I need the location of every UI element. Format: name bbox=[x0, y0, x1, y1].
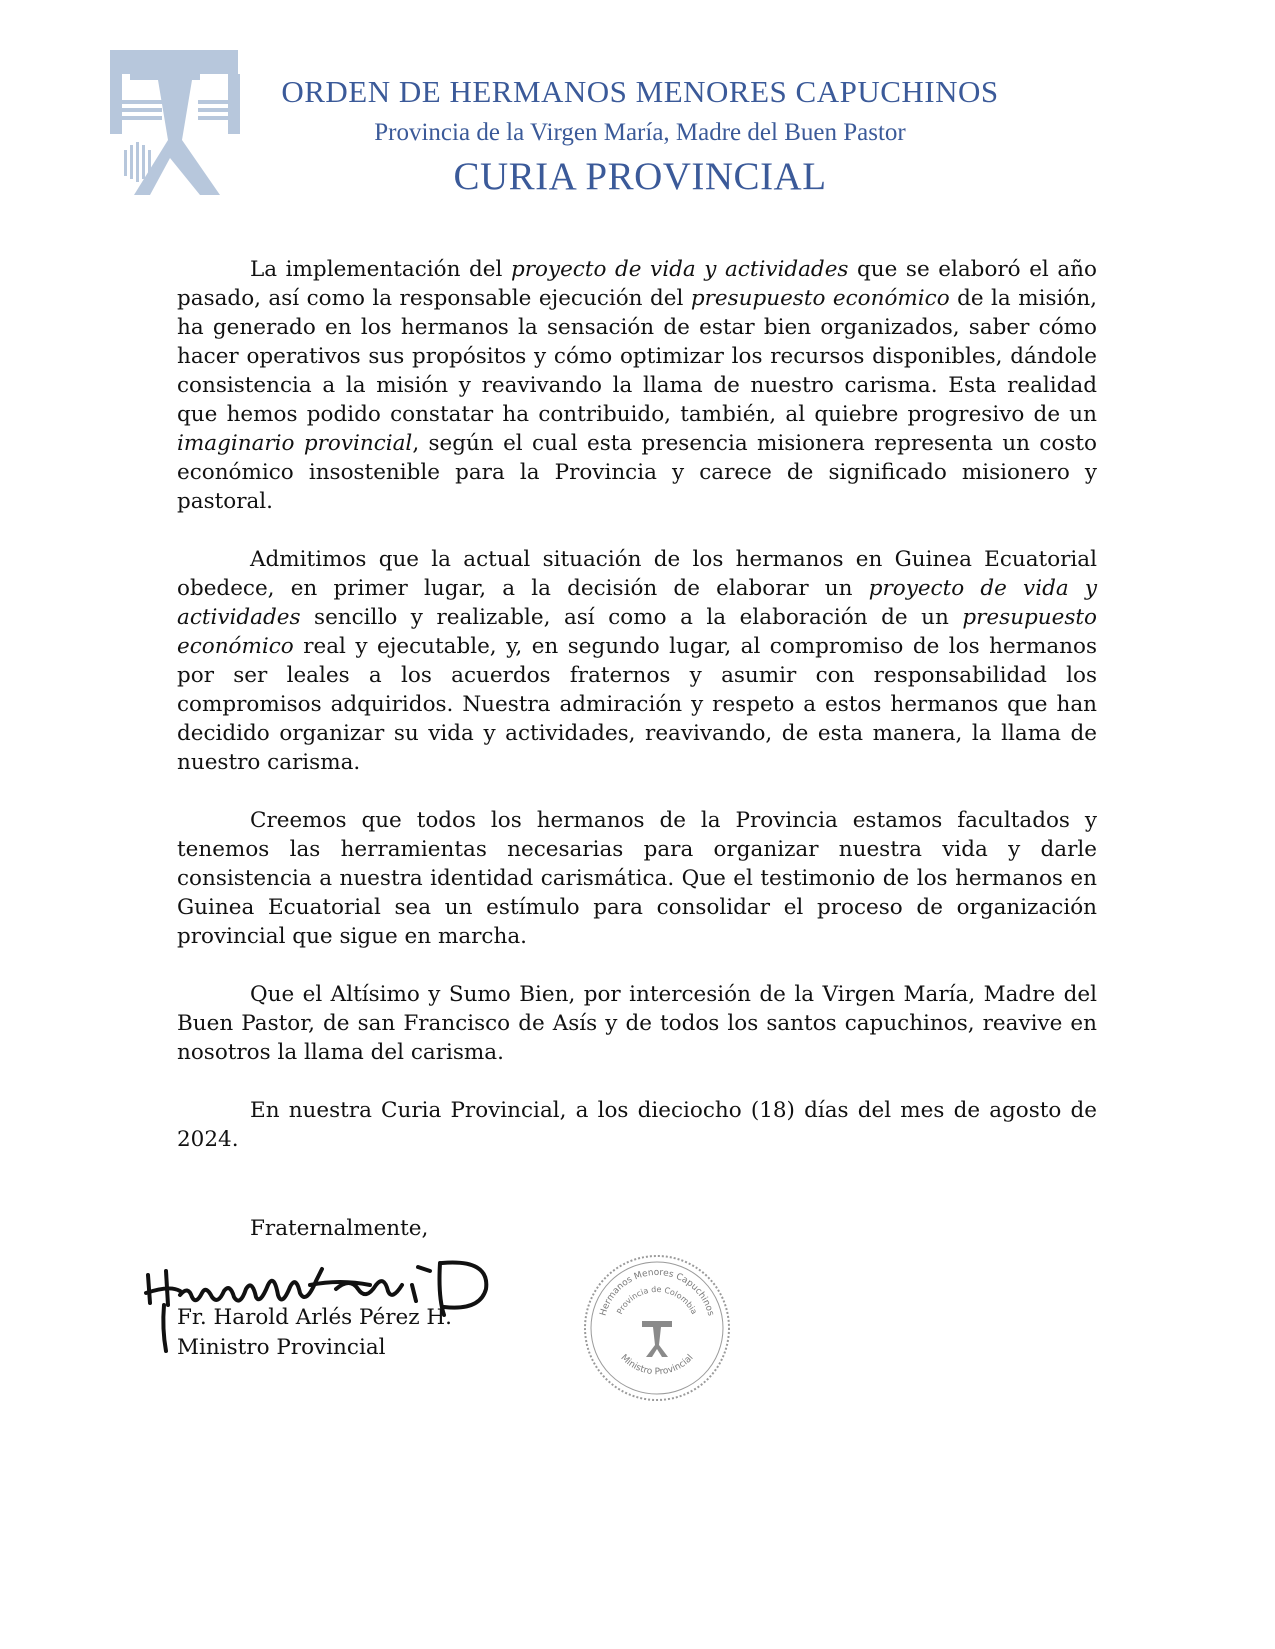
closing: Fraternalmente, bbox=[250, 1216, 429, 1241]
letter-body bbox=[177, 255, 1097, 1183]
svg-text:Hermanos Menores Capuchinos: Hermanos Menores Capuchinos bbox=[598, 1267, 716, 1318]
svg-text:Provincia de Colombia: Provincia de Colombia bbox=[615, 1284, 699, 1316]
seal-tau-icon bbox=[642, 1321, 672, 1357]
order-name: ORDEN DE HERMANOS MENORES CAPUCHINOS bbox=[281, 74, 999, 109]
province-name: Provincia de la Virgen María, Madre del Buen Pastor bbox=[374, 119, 906, 146]
capuchin-tau-emblem-icon bbox=[110, 50, 250, 210]
paragraph-5: En nuestra Curia Provincial, a los dieciocho (18) días del mes de agosto de 2024. bbox=[177, 1098, 1097, 1152]
signer-name: Fr. Harold Arlés Pérez H. bbox=[177, 1305, 453, 1330]
letterhead bbox=[260, 70, 1020, 202]
signer-block bbox=[177, 1303, 452, 1363]
paragraph-1: La implementación del proyecto de vida y actividades que se elaboró el año pasado, así como la responsable ejecución del presupuesto económico de la misión, ha generado en los hermanos la sensación de estar bien organizados, saber cómo hacer operativos sus propósitos y cómo optimizar los recursos disponibles, dándole consistencia a la misión y reavivando la llama de nuestro carisma. Esta realidad que hemos podido constatar ha contribuido, también, al quiebre progresivo de un imaginario provincial, según el cual esta presencia misionera representa un costo económico insostenible para la Provincia y carece de significado misionero y pastoral. bbox=[177, 257, 1098, 514]
paragraph-3: Creemos que todos los hermanos de la Provincia estamos facultados y tenemos las herramientas necesarias para organizar nuestra vida y darle consistencia a nuestra identidad carismática. Que el testimonio de los hermanos en Guinea Ecuatorial sea un estímulo para consolidar el proceso de organización provincial que sigue en marcha. bbox=[177, 808, 1097, 949]
paragraph-4: Que el Altísimo y Sumo Bien, por intercesión de la Virgen María, Madre del Buen Pastor, de san Francisco de Asís y de todos los santos capuchinos, reavive en nosotros la llama del carisma. bbox=[177, 982, 1097, 1065]
signer-title: Ministro Provincial bbox=[177, 1335, 386, 1360]
provincial-seal-stamp bbox=[582, 1253, 732, 1403]
curia-title: CURIA PROVINCIAL bbox=[453, 155, 827, 198]
svg-text:Ministro Provincial: Ministro Provincial bbox=[618, 1352, 696, 1378]
paragraph-2: Admitimos que la actual situación de los hermanos en Guinea Ecuatorial obedece, en primer lugar, a la decisión de elaborar un proyecto de vida y actividades sencillo y realizable, así como a la elaboración de un presupuesto económico real y ejecutable, y, en segundo lugar, al compromiso de los hermanos por ser leales a los acuerdos fraternos y asumir con responsabilidad los compromisos adquiridos. Nuestra admiración y respeto a estos hermanos que han decidido organizar su vida y actividades, reavivando, de esta manera, la llama de nuestro carisma. bbox=[177, 547, 1098, 775]
